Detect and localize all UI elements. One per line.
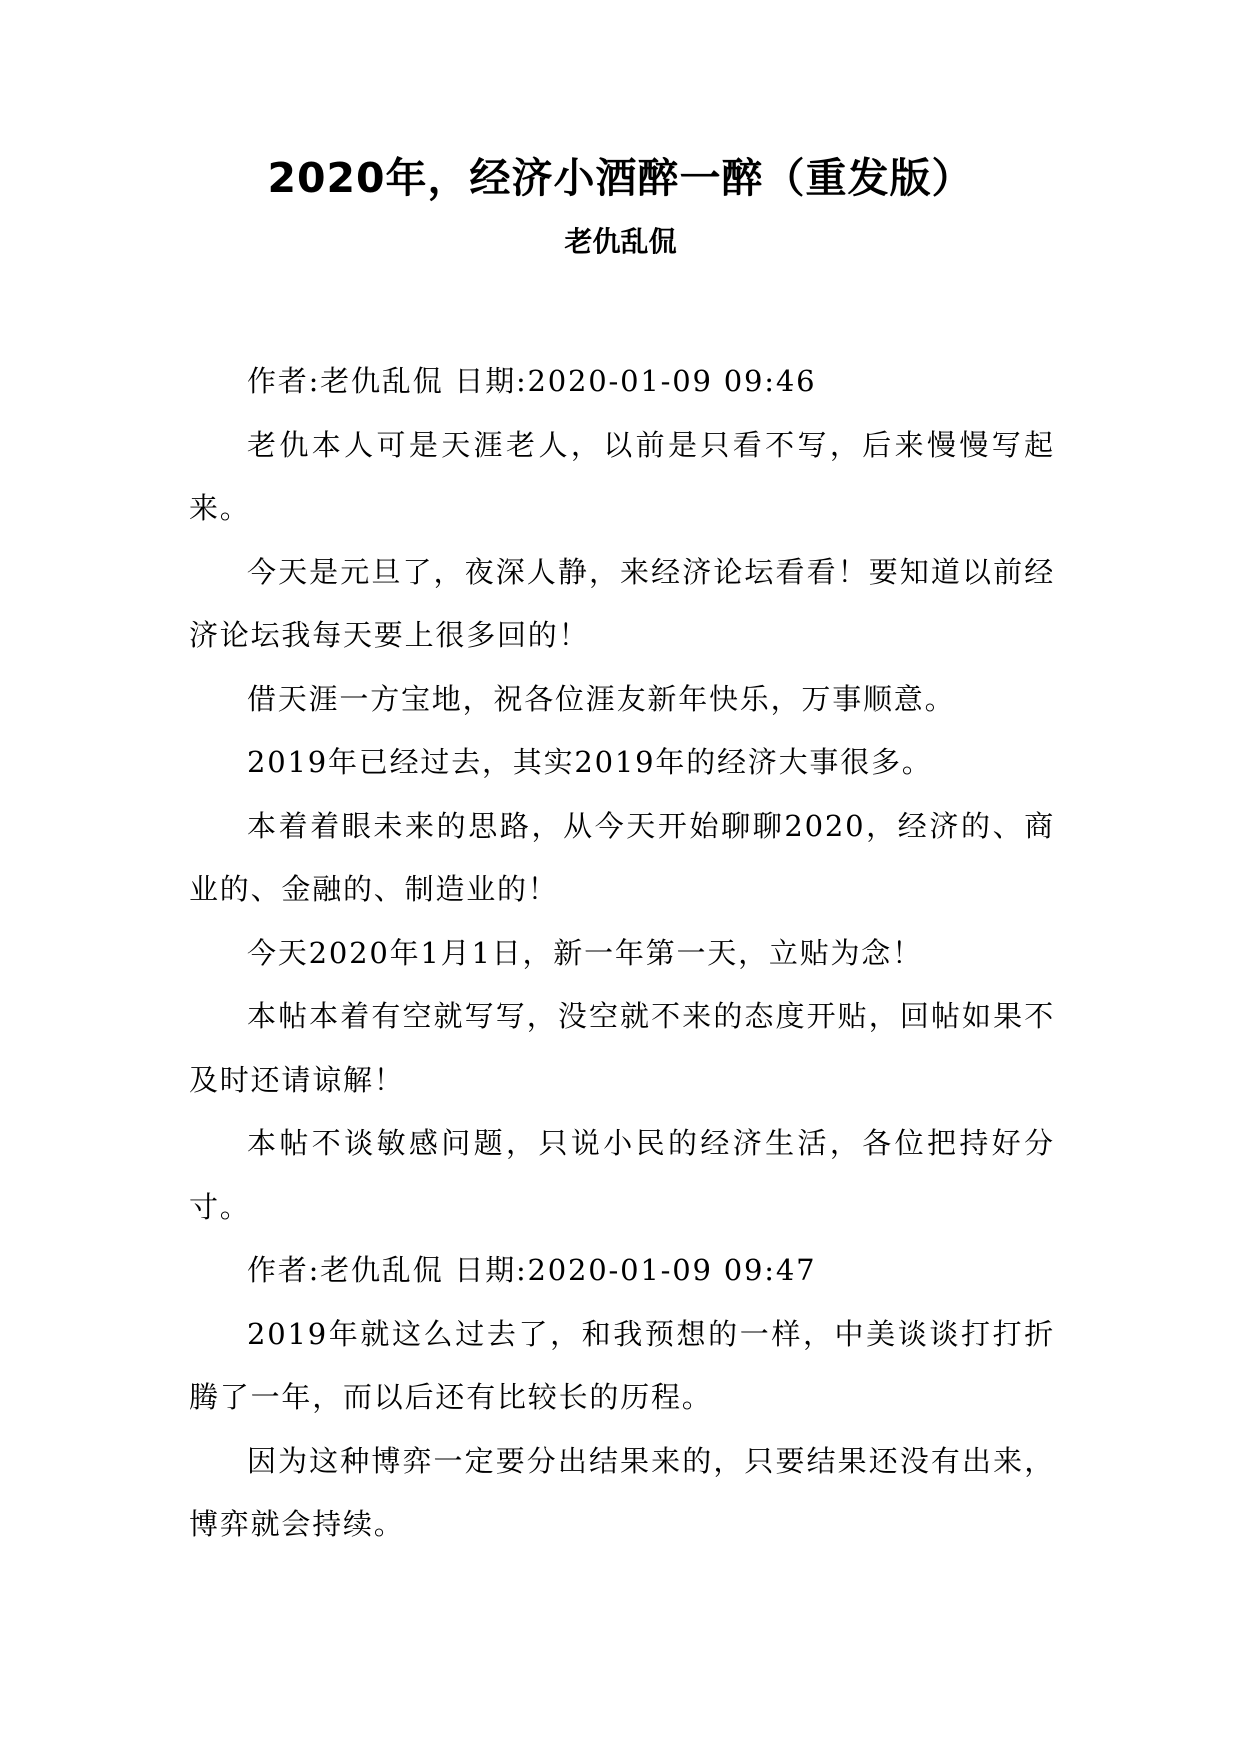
paragraph: 2019年就这么过去了，和我预想的一样，中美谈谈打打折腾了一年，而以后还有比较长的历程。 bbox=[189, 1316, 1055, 1414]
post-meta: 作者:老仇乱侃 日期:2020-01-09 09:47 bbox=[247, 1253, 817, 1287]
paragraph: 借天涯一方宝地，祝各位涯友新年快乐，万事顺意。 bbox=[247, 681, 956, 716]
paragraph: 本着着眼未来的思路，从今天开始聊聊2020，经济的、商业的、金融的、制造业的！ bbox=[189, 808, 1055, 906]
paragraph: 今天是元旦了，夜深人静，来经济论坛看看！要知道以前经济论坛我每天要上很多回的！ bbox=[189, 554, 1055, 652]
paragraph: 本帖不谈敏感问题，只说小民的经济生活，各位把持好分寸。 bbox=[189, 1126, 1055, 1224]
paragraph: 本帖本着有空就写写，没空就不来的态度开贴，回帖如果不及时还请谅解！ bbox=[189, 999, 1055, 1097]
document-body bbox=[189, 350, 1055, 1557]
document-author: 老仇乱侃 bbox=[564, 225, 677, 258]
paragraph: 因为这种博弈一定要分出结果来的，只要结果还没有出来，博弈就会持续。 bbox=[189, 1443, 1055, 1541]
post-meta: 作者:老仇乱侃 日期:2020-01-09 09:46 bbox=[247, 364, 817, 398]
paragraph: 今天2020年1月1日，新一年第一天，立贴为念！ bbox=[247, 935, 923, 970]
paragraph: 老仇本人可是天涯老人，以前是只看不写，后来慢慢写起来。 bbox=[189, 427, 1055, 525]
paragraph: 2019年已经过去，其实2019年的经济大事很多。 bbox=[247, 745, 933, 779]
document-title: 2020年，经济小酒醉一醉（重发版） bbox=[267, 154, 974, 202]
